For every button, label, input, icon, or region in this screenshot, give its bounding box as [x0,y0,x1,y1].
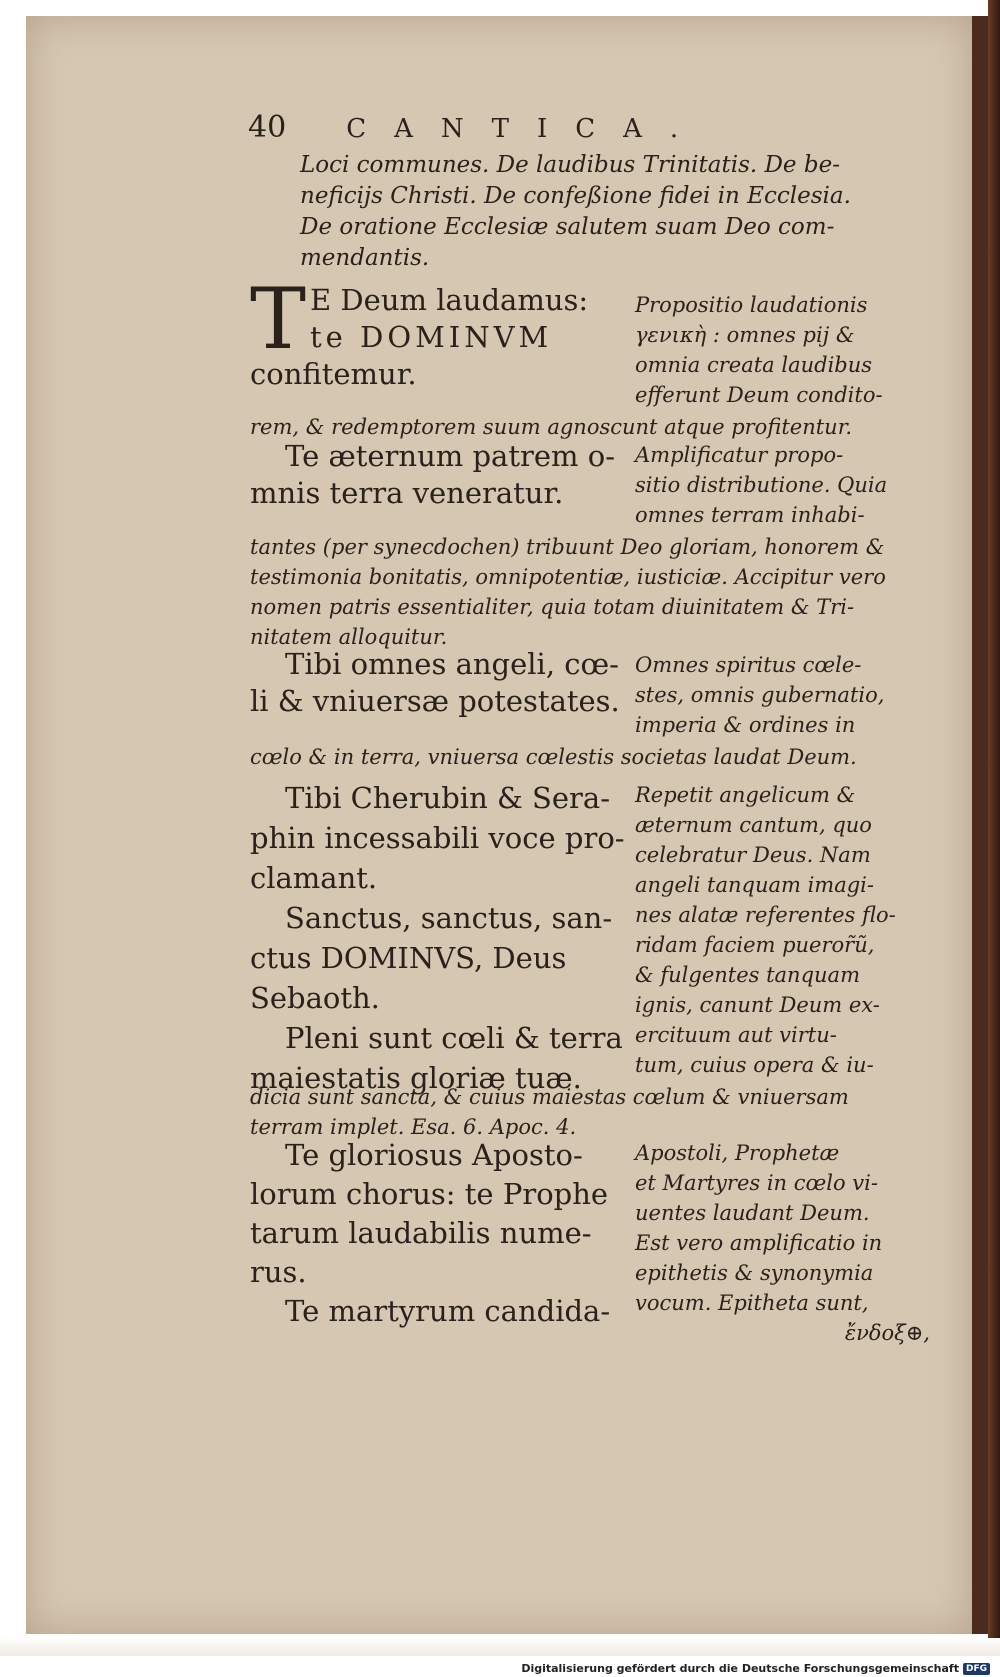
loci-line: Loci communes. De laudibus Trinitatis. De be- [300,152,840,178]
verse-3-gloss [635,650,950,740]
gloss-line: tantes (per synecdochen) tribuunt Deo gloriam, honorem & [250,535,885,559]
gloss-line: et Martyres in cœlo vi- [635,1171,878,1195]
gloss-line: epithetis & synonymia [635,1261,874,1285]
verse-line: ctus DOMINVS, Deus [250,941,567,975]
verse-3-gloss-cont [250,742,950,772]
gloss-line: testimonia bonitatis, omnipotentiæ, iusticiæ. Accipitur vero [250,565,886,589]
footer-credit [521,1662,990,1675]
gloss-line: nitatem alloquitur. [250,625,448,649]
gloss-line: Omnes spiritus cœle- [635,653,862,677]
verse-line: confitemur. [250,357,417,391]
verse-line: Te gloriosus Aposto- [285,1138,583,1172]
gloss-line: celebratur Deus. Nam [635,843,871,867]
book-edge [988,0,1000,1655]
verse-line: clamant. [250,861,378,895]
verse-4-gloss [635,780,950,1080]
footer-text: Digitalisierung gefördert durch die Deutsche Forschungsgemeinschaft [521,1662,959,1675]
gloss-line: ercituum aut virtu- [635,1023,837,1047]
gloss-line: ignis, canunt Deum ex- [635,993,880,1017]
gloss-line: terram implet. Esa. 6. Apoc. 4. [250,1115,577,1139]
gloss-line: dicia sunt sancta, & cuius maiestas cœlum & vniuersam [250,1085,849,1109]
gloss-line: sitio distributione. Quia [635,473,888,497]
verse-4-text [250,778,630,1098]
verse-line: maiestatis gloriæ tuæ. [250,1061,582,1095]
gloss-line: Amplificatur propo- [635,443,844,467]
verse-line: Tibi Cherubin & Sera- [285,781,610,815]
loci-line: De oratione Ecclesiæ salutem suam Deo com- [300,214,835,240]
gloss-line: uentes laudant Deum. [635,1201,870,1225]
dfg-logo-icon: DFG [963,1663,990,1675]
verse-line: lorum chorus: te Prophe [250,1177,609,1211]
drop-cap: T [250,270,307,368]
loci-line: mendantis. [300,245,430,271]
gloss-line: Apostoli, Prophetæ [635,1141,840,1165]
gloss-line: γενικὴ : omnes pij & [635,323,855,347]
verse-line: E Deum laudamus: [310,283,589,317]
page-header [248,110,948,145]
page-number: 40 [248,110,287,145]
verse-line: tarum laudabilis nume- [250,1216,592,1250]
gloss-line: Est vero amplificatio in [635,1231,883,1255]
gloss-line: imperia & ordines in [635,713,856,737]
running-head: CANTICA. [346,114,707,144]
verse-line: rus. [250,1255,307,1289]
verse-3-text [250,646,625,720]
gloss-line: Repetit angelicum & [635,783,856,807]
gloss-line: æternum cantum, quo [635,813,872,837]
verse-2-text [250,438,625,512]
gloss-line: Propositio laudationis [635,293,868,317]
gloss-line: & fulgentes tanquam [635,963,860,987]
verse-1-text [250,270,620,393]
gloss-line: cœlo & in terra, vniuersa cœlestis societas laudat Deum. [250,745,857,769]
gloss-line: efferunt Deum condito- [635,383,883,407]
verse-5-text [250,1136,630,1331]
footer-strip [0,1638,1000,1656]
gloss-line: ἔνδοξ⊕, [844,1321,930,1345]
verse-line: phin incessabili voce pro- [250,821,625,855]
gloss-line: nes alatæ referentes flo- [635,903,896,927]
verse-line: li & vniuersæ potestates. [250,684,620,718]
verse-2-gloss [635,440,950,530]
gloss-line: ridam faciem pueror̃ũ, [635,933,875,957]
verse-line: Te martyrum candida- [285,1294,611,1328]
verse-line: Sebaoth. [250,981,380,1015]
verse-5-gloss [635,1138,950,1348]
gloss-line: nomen patris essentialiter, quia totam diuinitatem & Tri- [250,595,855,619]
loci-line: neficijs Christi. De confeßione fidei in Ecclesia. [300,183,851,209]
verse-line: Sanctus, sanctus, san- [285,901,613,935]
gloss-line: omnia creata laudibus [635,353,873,377]
verse-line: mnis terra veneratur. [250,476,564,510]
verse-1-gloss [635,290,950,410]
verse-4-gloss-cont [250,1082,950,1142]
verse-line: Tibi omnes angeli, cœ- [285,647,619,681]
gloss-line: rem, & redemptorem suum agnoscunt atque profitentur. [250,415,853,439]
gloss-line: stes, omnis gubernatio, [635,683,885,707]
gloss-line: angeli tanquam imagi- [635,873,874,897]
verse-2-gloss-cont [250,532,950,652]
gloss-line: omnes terram inhabi- [635,503,865,527]
gloss-line: vocum. Epitheta sunt, [635,1291,869,1315]
gloss-line: tum, cuius opera & iu- [635,1053,874,1077]
verse-line: te DOMINVM [310,320,553,354]
verse-line: Pleni sunt cœli & terra [285,1021,623,1055]
verse-line: Te æternum patrem o- [285,439,615,473]
loci-communes [300,150,900,274]
